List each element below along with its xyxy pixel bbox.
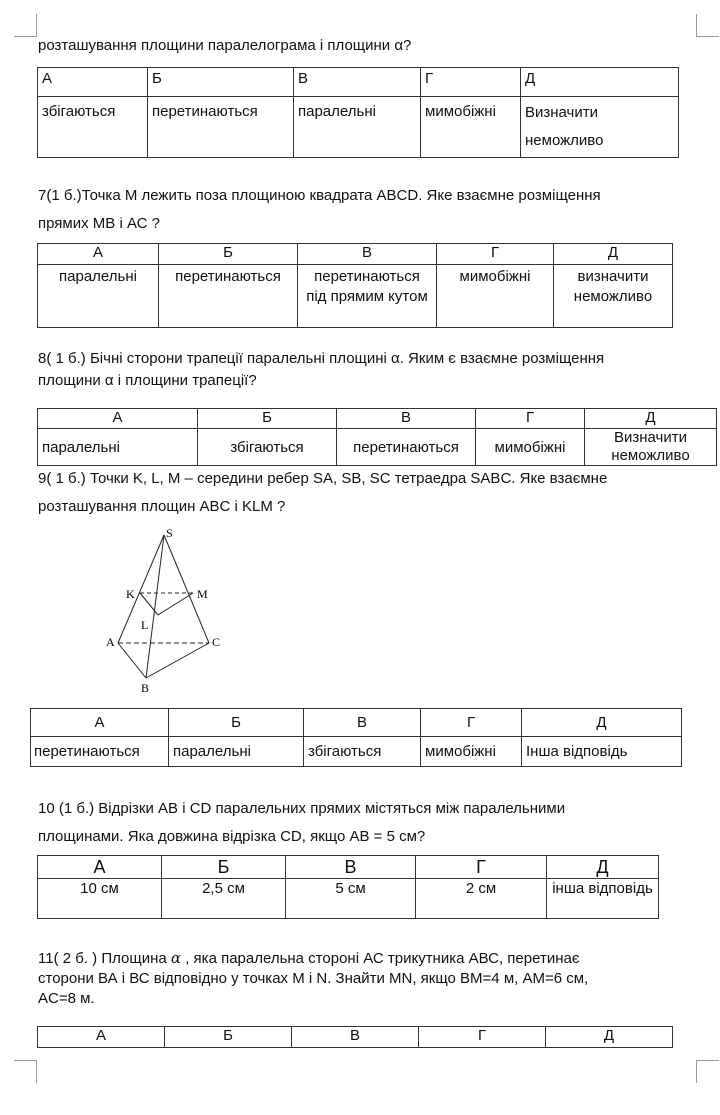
q9-answer-d: мимобіжні	[421, 737, 522, 767]
label-a: A	[106, 635, 115, 649]
q9-text: 9( 1 б.) Точки K, L, M – середини ребер SA, SB, SC тетраедра SABC. Яке взаємне розташування площин ABC і KLM ?	[38, 470, 608, 515]
q8-header-e: Д	[585, 409, 717, 429]
q9-header-e: Д	[522, 709, 682, 737]
crop-mark-bottom-right	[696, 1060, 719, 1083]
crop-mark-bottom-left	[14, 1060, 37, 1083]
q6-header-d: Г	[421, 68, 521, 97]
q7-header-e: Д	[554, 244, 673, 265]
q7-text: 7(1 б.)Точка М лежить поза площиною квадрата ABCD. Яке взаємне розміщення прямих МВ і АС ?	[38, 187, 601, 232]
q11-header-b: Б	[165, 1027, 292, 1048]
q9-answer-a: перетинаються	[31, 737, 169, 767]
q9-answer-b: паралельні	[169, 737, 304, 767]
label-c: C	[212, 635, 221, 649]
q9-header-d: Г	[421, 709, 522, 737]
q8-answer-c: перетинаються	[337, 429, 476, 466]
label-l: L	[141, 618, 149, 632]
q10-text: 10 (1 б.) Відрізки АВ і CD паралельних прямих містяться між паралельними площинами. Яка довжина відрізка CD, якщо АВ = 5 см?	[38, 800, 566, 845]
q11-text: 11( 2 б. ) Площина α , яка паралельна стороні АС трикутника АВС, перетинає сторони ВА і ВС відповідно у точках М і N. Знайти MN, якщо ВМ=4 м, АМ=6 см, AC=8 м.	[38, 949, 589, 1007]
q7-number: 7(1 б.)	[38, 187, 82, 204]
q6-answer-d: мимобіжні	[421, 97, 521, 158]
label-m: M	[197, 587, 208, 601]
q11-header-e: Д	[546, 1027, 673, 1048]
q9-answer-table	[30, 708, 682, 767]
q10-header-d: Г	[416, 856, 547, 879]
q7-answer-b: перетинаються	[159, 265, 298, 328]
q8-answer-d: мимобіжні	[476, 429, 585, 466]
q7-answer-table	[37, 243, 673, 328]
q10-answer-c: 5 см	[286, 879, 416, 919]
q7-answer-a: паралельні	[38, 265, 159, 328]
q6-answer-c: паралельні	[294, 97, 421, 158]
label-b: B	[141, 681, 150, 695]
label-s: S	[166, 526, 173, 540]
q7-answer-e: визначити неможливо	[554, 265, 673, 328]
segment-lm	[158, 593, 193, 615]
alpha-symbol: α	[170, 949, 182, 967]
q8-answer-a: паралельні	[38, 429, 198, 466]
label-k: K	[126, 587, 135, 601]
q6-text: розташування площини паралелограма і площини α?	[38, 37, 412, 54]
q6-answer-e: Визначити неможливо	[521, 97, 679, 158]
tetrahedron-figure	[100, 522, 230, 698]
q9-answer-c: збігаються	[304, 737, 421, 767]
q7-header-c: В	[298, 244, 437, 265]
q10-number: 10 (1 б.)	[38, 800, 95, 817]
q8-text: 8( 1 б.) Бічні сторони трапеції паралельні площині α. Яким є взаємне розміщення площини α і площини трапеції?	[38, 350, 605, 389]
q10-header-b: Б	[162, 856, 286, 879]
q10-header-e: Д	[547, 856, 659, 879]
q11-header-c: В	[292, 1027, 419, 1048]
q6-answer-a: збігаються	[38, 97, 148, 158]
q11-answer-table	[37, 1026, 673, 1048]
edge-bc	[146, 643, 209, 678]
q7-answer-d: мимобіжні	[437, 265, 554, 328]
q11-header-a: А	[38, 1027, 165, 1048]
q6-header-c: В	[294, 68, 421, 97]
crop-mark-top-left	[14, 14, 37, 37]
edge-ab	[118, 643, 146, 678]
q8-number: 8( 1 б.)	[38, 350, 86, 367]
q8-header-a: А	[38, 409, 198, 429]
q11-number: 11( 2 б. )	[38, 950, 98, 967]
q6-answer-table	[37, 67, 679, 158]
q8-header-d: Г	[476, 409, 585, 429]
q10-answer-a: 10 см	[38, 879, 162, 919]
q10-answer-table	[37, 855, 659, 919]
q9-header-c: В	[304, 709, 421, 737]
q8-header-b: Б	[198, 409, 337, 429]
q8-answer-b: збігаються	[198, 429, 337, 466]
q8-answer-e: Визначити неможливо	[585, 429, 717, 466]
q7-header-a: А	[38, 244, 159, 265]
q9-header-a: А	[31, 709, 169, 737]
q7-header-b: Б	[159, 244, 298, 265]
q8-answer-table	[37, 408, 717, 466]
q9-answer-e: Інша відповідь	[522, 737, 682, 767]
q6-answer-b: перетинаються	[148, 97, 294, 158]
q6-header-b: Б	[148, 68, 294, 97]
q8-header-c: В	[337, 409, 476, 429]
q9-header-b: Б	[169, 709, 304, 737]
q7-header-d: Г	[437, 244, 554, 265]
q9-number: 9( 1 б.)	[38, 470, 86, 487]
q10-header-a: А	[38, 856, 162, 879]
q6-header-e: Д	[521, 68, 679, 97]
q11-header-d: Г	[419, 1027, 546, 1048]
q6-header-a: А	[38, 68, 148, 97]
q7-answer-c: перетинаються під прямим кутом	[298, 265, 437, 328]
q10-answer-e: інша відповідь	[547, 879, 659, 919]
q10-header-c: В	[286, 856, 416, 879]
q10-answer-d: 2 см	[416, 879, 547, 919]
q10-answer-b: 2,5 см	[162, 879, 286, 919]
